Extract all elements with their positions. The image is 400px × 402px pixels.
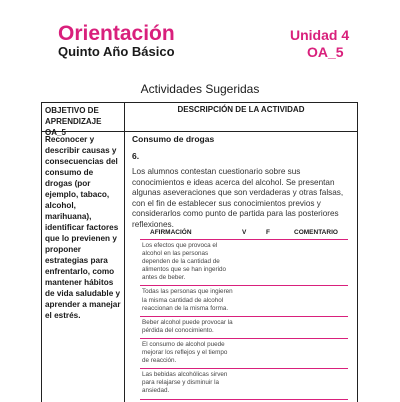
unit-label: Unidad 4 (290, 27, 350, 43)
questionnaire-row (140, 286, 348, 316)
affirmation-text: El consumo de alcohol puede mejorar los reflejos y el tiempo de reacción. (142, 340, 228, 365)
oa-label: OA_5 (307, 44, 344, 60)
questionnaire-row (140, 339, 348, 369)
questionnaire-row (140, 317, 348, 339)
affirmation-text: Beber alcohol puede provocar la pérdida del conocimiento. (142, 318, 233, 334)
questionnaire-row (140, 369, 348, 399)
affirmation-text: Las bebidas alcohólicas sirven para relajarse y disminuir la ansiedad. (142, 371, 228, 395)
questionnaire-header (140, 227, 348, 240)
grade-subtitle: Quinto Año Básico (58, 44, 175, 59)
affirmation-text: Todas las personas que ingieren la misma cantidad de alcohol reaccionan de la misma forma. (142, 288, 233, 312)
true-header: V (242, 229, 247, 236)
description-column-header: DESCRIPCIÓN DE LA ACTIVIDAD (177, 105, 305, 114)
questionnaire-row (140, 240, 348, 286)
column-divider (124, 103, 125, 402)
activity-number: 6. (132, 151, 140, 161)
activity-description: Los alumnos contestan cuestionario sobre sus conocimientos e ideas acerca del alcohol. Se presentan algunas aseveraciones que son verdaderas y otras falsas, con el fin de establecer sus conocimientos previos y considerarlos como punto de partida para las posteriores reflexiones. (132, 167, 344, 229)
comment-header: COMENTARIO (294, 229, 338, 236)
activity-title: Consumo de drogas (132, 134, 215, 144)
false-header: F (266, 229, 270, 236)
section-title: Actividades Sugeridas (140, 82, 260, 96)
objective-text: Reconocer y describir causas y consecuencias del consumo de drogas (por ejemplo, tabaco, alcohol, marihuana), identificar factores que lo previenen y proponer estrategias para enfrentarlo, como mantener hábitos de vida saludable y aprender a manejar el estrés. (45, 135, 121, 320)
page-title: Orientación (58, 22, 175, 45)
objective-column-header: OBJETIVO DE APRENDIZAJE OA_5 (45, 106, 102, 137)
questionnaire-table (140, 227, 348, 400)
activities-table (41, 102, 358, 402)
affirmation-text: Los efectos que provoca el alcohol en las personas dependen de la cantidad de alimentos que se han ingerido antes de beber. (142, 242, 227, 282)
affirmation-header: AFIRMACIÓN (150, 229, 192, 236)
